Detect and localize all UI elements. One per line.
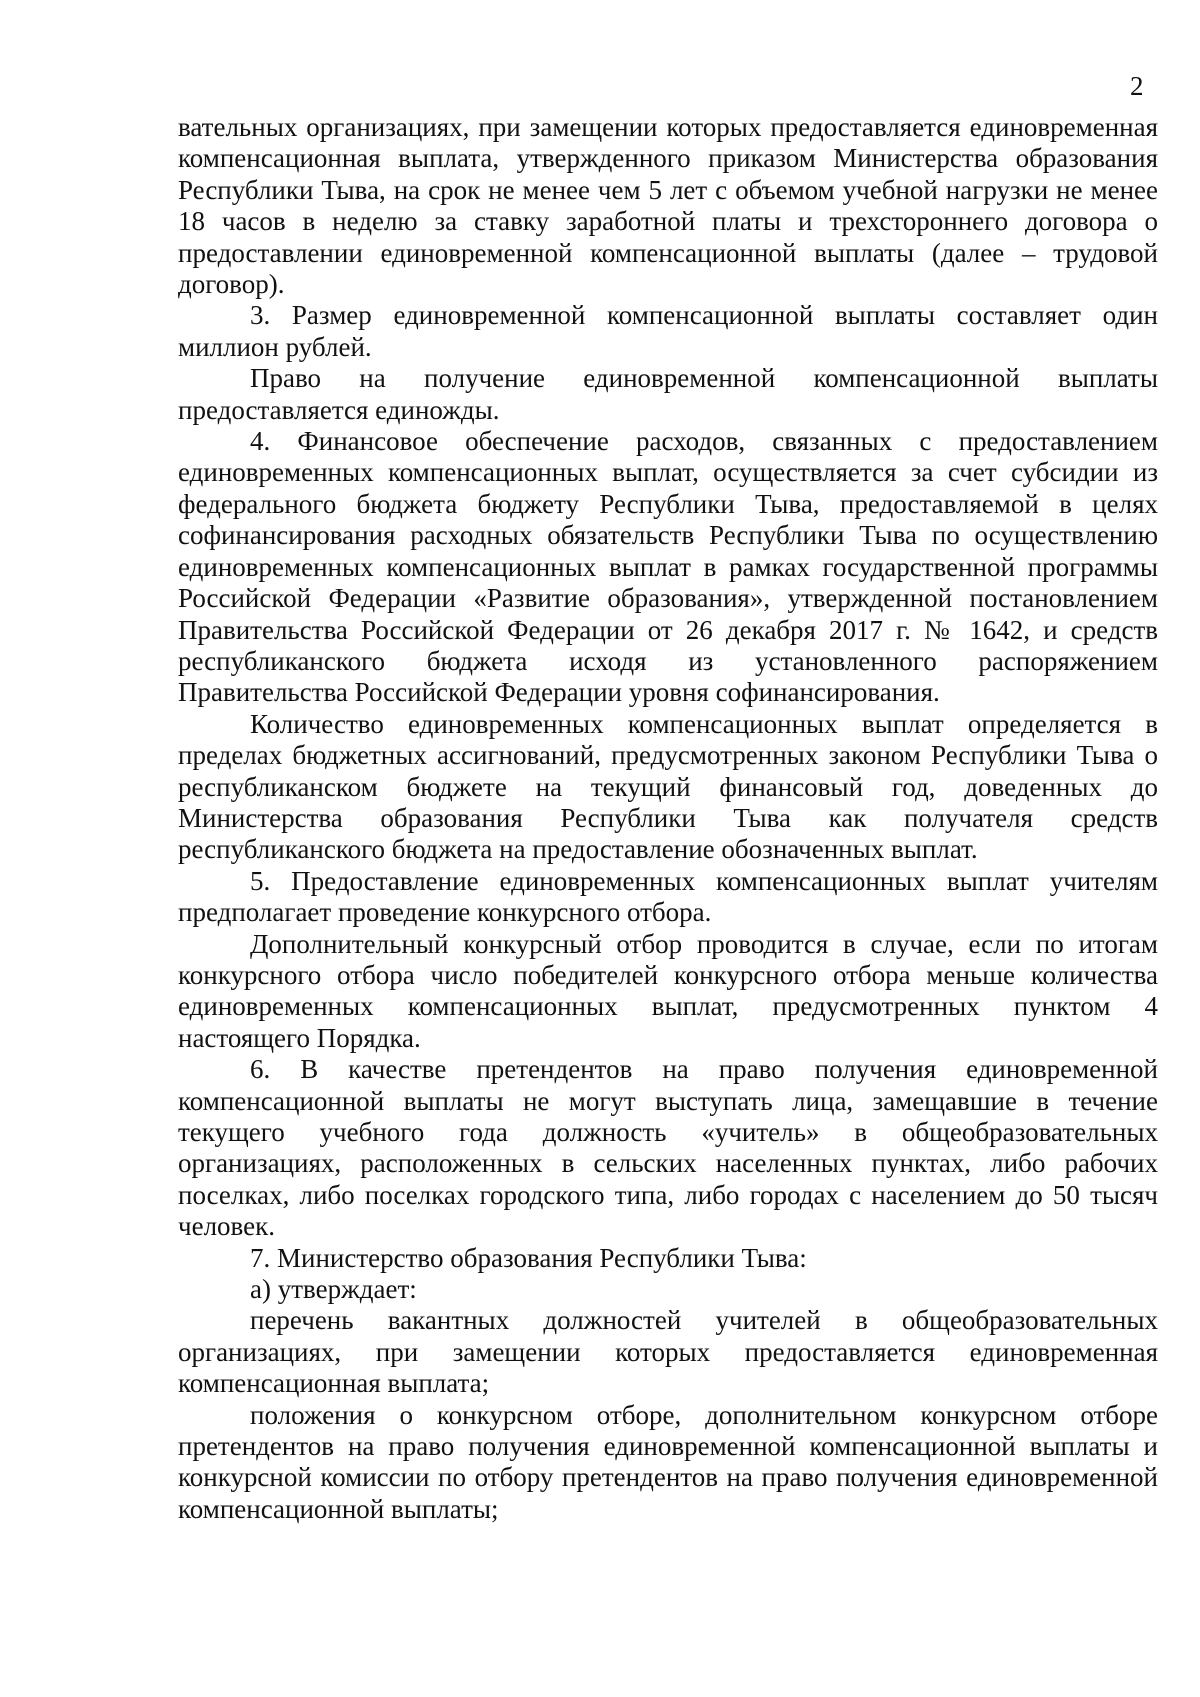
paragraph-item-7a: а) утверждает:: [250, 1274, 417, 1305]
paragraph-item-4: 4. Финансовое обеспечение расходов, связанных с предоставлением единовременных компенсационных выплат, осуществляется за счет субсидии из федерального бюджета бюджету Республики Тыва, предоставляемой в целях софинансирования расходных обязательств Республики Тыва по осуществлению единовременных компенсационных выплат в рамках государственной программы Российской Федерации «Развитие образования», утвержденной постановлением Правительства Российской Федерации от 26 декабря 2017 г. № 1642, и средств республиканского бюджета исходя из установленного распоряжением Правительства Российской Федерации уровня софинансирования.: [178, 426, 1158, 708]
paragraph-additional-selection: Дополнительный конкурсный отбор проводится в случае, если по итогам конкурсного отбора число победителей конкурсного отбора меньше количества единовременных компенсационных выплат, предусмотренных пунктом 4 настоящего Порядка.: [178, 928, 1158, 1053]
paragraph-continuation: вательных организациях, при замещении которых предоставляется единовременная компенсационная выплата, утвержденного приказом Министерства образования Республики Тыва, на срок не менее чем 5 лет с объемом учебной нагрузки не менее 18 часов в неделю за ставку заработной платы и трехстороннего договора о предоставлении единовременной компенсационной выплаты (далее – трудовой договор).: [178, 112, 1158, 300]
paragraph-item-5: 5. Предоставление единовременных компенсационных выплат учителям предполагает проведение конкурсного отбора.: [178, 865, 1158, 928]
paragraph-vacancy-list: перечень вакантных должностей учителей в общеобразовательных организациях, при замещении которых предоставляется единовременная компенсационная выплата;: [178, 1305, 1158, 1399]
paragraph-right-once: Право на получение единовременной компенсационной выплаты предоставляется единожды.: [178, 363, 1158, 425]
paragraph-item-7: 7. Министерство образования Республики Тыва:: [250, 1242, 807, 1273]
page-number: 2: [1130, 71, 1144, 101]
paragraph-regulations: положения о конкурсном отборе, дополнительном конкурсном отборе претендентов на право получения единовременной компенсационной выплаты и конкурсной комиссии по отбору претендентов на право получения единовременной компенсационной выплаты;: [178, 1399, 1158, 1524]
paragraph-quantity: Количество единовременных компенсационных выплат определяется в пределах бюджетных ассигнований, предусмотренных законом Республики Тыва о республиканском бюджете на текущий финансовый год, доведенных до Министерства образования Республики Тыва как получателя средств республиканского бюджета на предоставление обозначенных выплат.: [178, 708, 1158, 865]
paragraph-item-6: 6. В качестве претендентов на право получения единовременной компенсационной выплаты не могут выступать лица, замещавшие в течение текущего учебного года должность «учитель» в общеобразовательных организациях, расположенных в сельских населенных пунктах, либо рабочих поселках, либо поселках городского типа, либо городах с населением до 50 тысяч человек.: [178, 1054, 1158, 1242]
document-body: [178, 112, 1158, 1525]
paragraph-item-3: 3. Размер единовременной компенсационной выплаты составляет один миллион рублей.: [178, 300, 1158, 362]
